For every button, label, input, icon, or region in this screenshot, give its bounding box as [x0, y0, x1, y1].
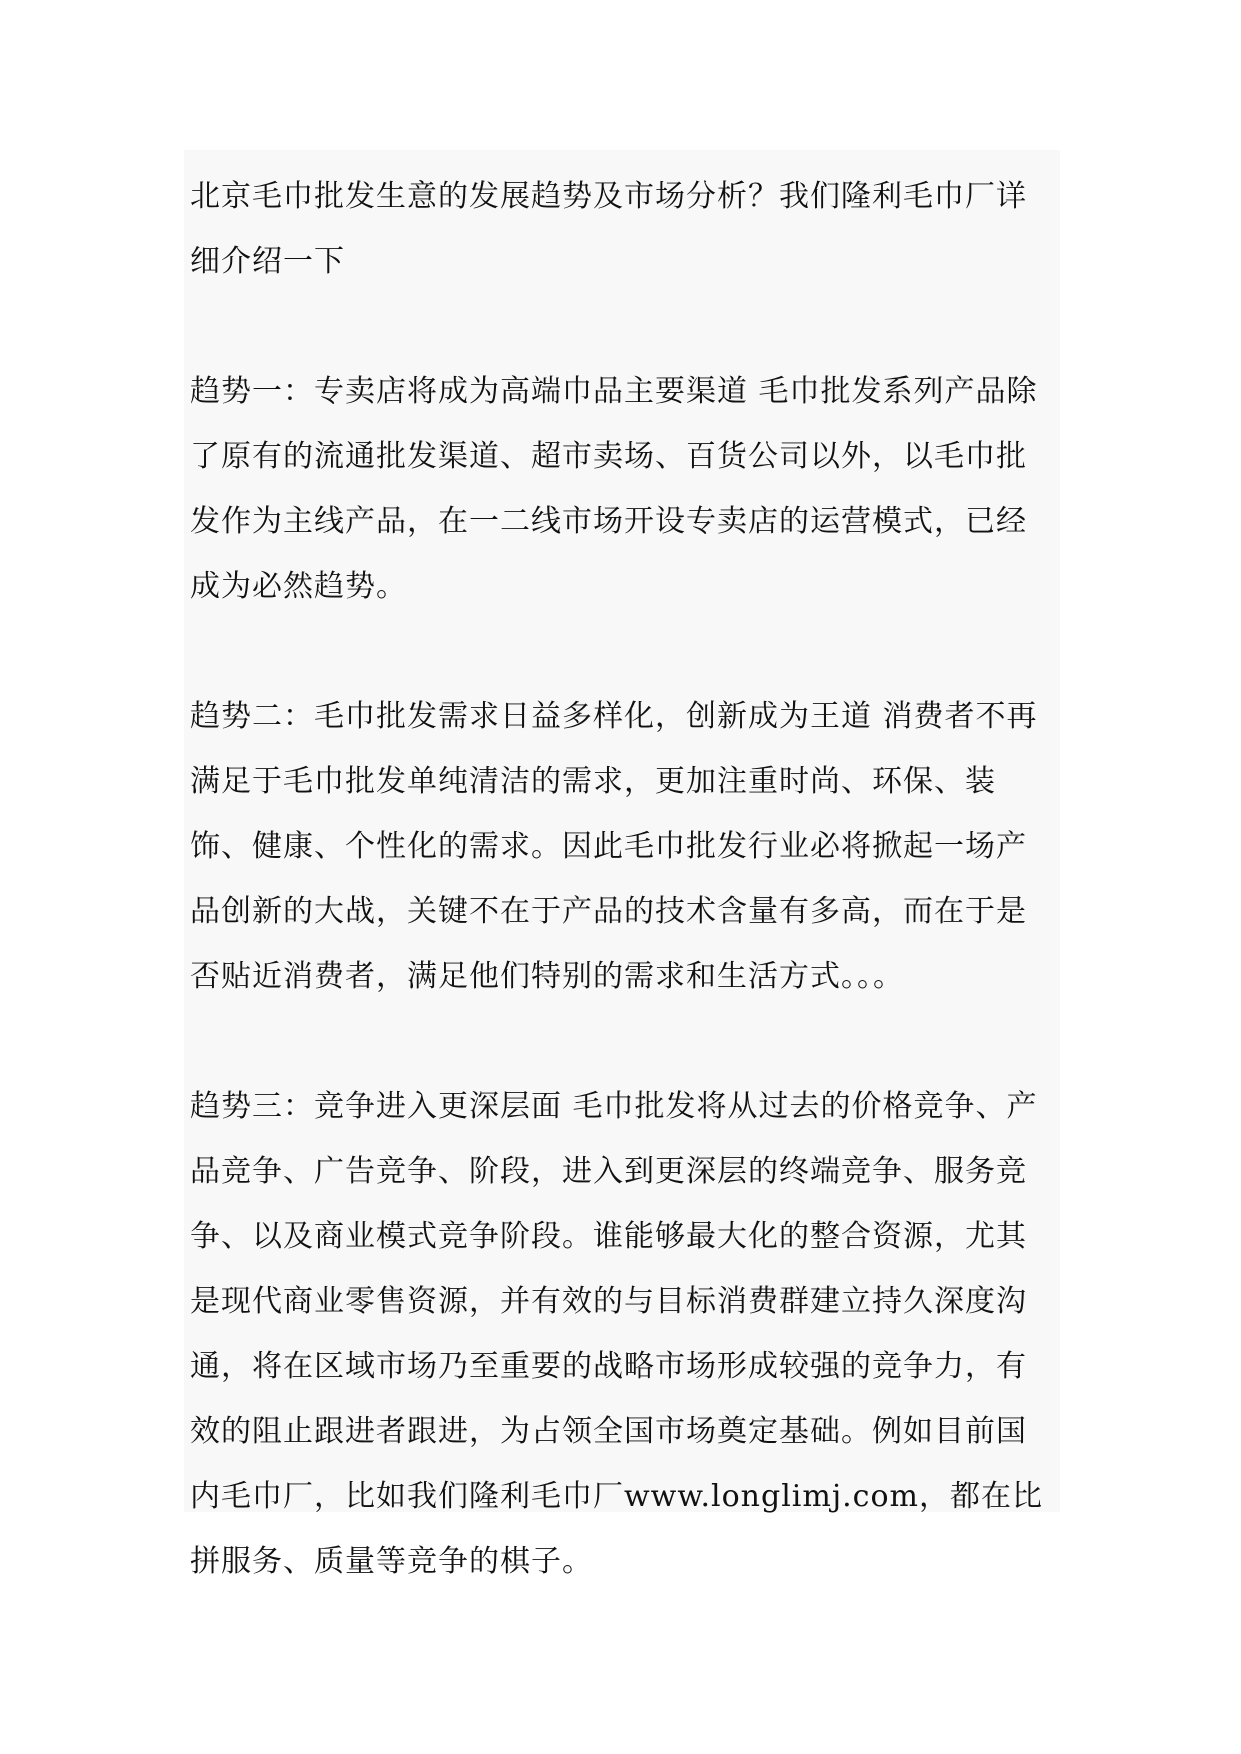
- article-title: 北京毛巾批发生意的发展趋势及市场分析？我们隆利毛巾厂详细介绍一下: [190, 179, 1027, 279]
- article-body: [184, 150, 1060, 1579]
- paragraph-trend-one: 趋势一：专卖店将成为高端巾品主要渠道 毛巾批发系列产品除了原有的流通批发渠道、超市卖场、百货公司以外，以毛巾批发作为主线产品，在一二线市场开设专卖店的运营模式，已经成为必然趋势。: [190, 374, 1038, 604]
- paragraph-trend-two: 趋势二：毛巾批发需求日益多样化，创新成为王道 消费者不再满足于毛巾批发单纯清洁的需求，更加注重时尚、环保、装饰、健康、个性化的需求。因此毛巾批发行业必将掀起一场产品创新的大战，关键不在于产品的技术含量有多高，而在于是否贴近消费者，满足他们特别的需求和生活方式。。。: [190, 699, 1038, 994]
- paragraph-trend-three: 趋势三：竞争进入更深层面 毛巾批发将从过去的价格竞争、产品竞争、广告竞争、阶段，进入到更深层的终端竞争、服务竞争、以及商业模式竞争阶段。谁能够最大化的整合资源，尤其是现代商业零售资源，并有效的与目标消费群建立持久深度沟通，将在区域市场乃至重要的战略市场形成较强的竞争力，有效的阻止跟进者跟进，为占领全国市场奠定基础。例如目前国内毛巾厂，比如我们隆利毛巾厂www.longlimj.com，都在比拼服务、质量等竞争的棋子。: [190, 1089, 1043, 1579]
